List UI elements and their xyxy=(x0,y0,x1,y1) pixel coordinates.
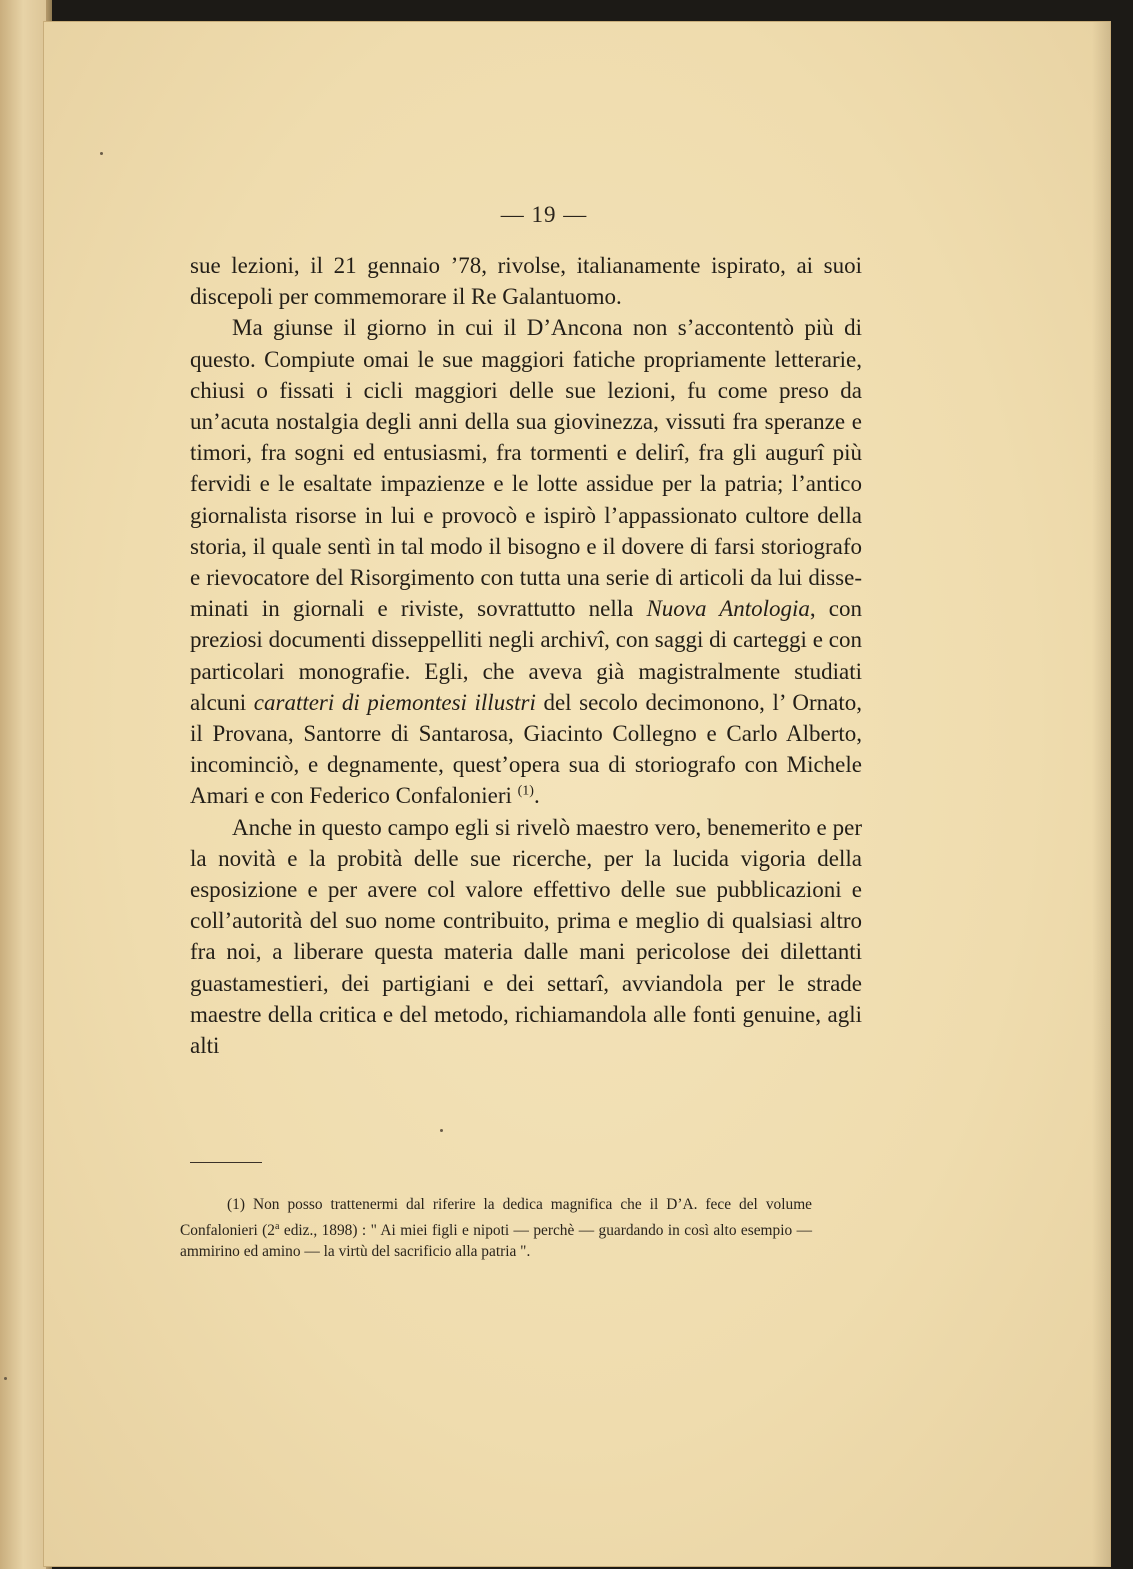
footnote-marker: (1) xyxy=(227,1196,245,1213)
paper-speck xyxy=(4,1377,7,1380)
paragraph xyxy=(190,312,862,811)
footnote-reference: (1) xyxy=(517,783,534,799)
footnote-divider xyxy=(190,1162,262,1163)
paragraph-text: Ma giunse il giorno in cui il D’Ancona non s’accontentò più di questo. Compiute omai le sue maggiori fatiche propriamente letterarie, chiusi o fissati i cicli maggiori delle sue lezioni, fu come preso da un’acuta nostalgia degli anni della sua giovinezza, vissuti fra speranze e timori, fra sogni ed entusiasmi, fra tormenti e delirî, fra gli augurî più fervidi e le esaltate impazienze e le lotte assidue per la patria; l’antico giornalista risorse in lui e provocò e ispirò l’appassionato cultore della storia, il quale sentì in tal modo il bisogno e il dovere di farsi storiografo e rievocatore del Risorgimento con tutta una serie di articoli da lui disseminati in giornali e riviste, sovrattutto nella xyxy=(190,315,862,622)
paragraph-text: sue lezioni, il 21 gennaio ’78, rivolse, italianamente ispirato, ai suoi discepoli per commemorare il Re Galantuomo. xyxy=(190,253,862,310)
footnote-text-after: ediz., 1898) : " Ai miei figli e nipoti — perchè — guardando in così alto esempio — ammirino ed amino — la virtù del sacrificio alla patria ". xyxy=(180,1221,812,1261)
paragraph-text: , con preziosi documenti disseppelliti negli archivî, con saggi di carteggi e con particolari monografie. Egli, che aveva già magistralmente studiati alcuni xyxy=(190,596,862,715)
footnote-text-before: Non posso trattenermi dal riferire la dedica magnifica che il D’A. fece del volume Confalonieri (2 xyxy=(180,1196,812,1239)
paper-speck xyxy=(100,152,103,155)
page-number: — 19 — xyxy=(500,202,588,227)
italic-title: Nuova Antologia xyxy=(646,596,810,622)
paragraph xyxy=(190,812,862,1062)
paragraph-text: Anche in questo campo egli si rivelò maestro vero, benemerito e per la novità e la probità delle sue ricerche, per la lucida vigoria della esposizione e per avere col valore effettivo delle sue pubblicazioni e coll’autorità del suo nome contribuito, prima e meglio di qualsiasi altro fra noi, a liberare questa materia dalle mani pericolose dei dilettanti guastamestieri, dei partigiani e dei settarî, avviandola per le strade maestre della critica e del metodo, richiamandola alle fonti genuine, agli alti xyxy=(190,814,862,1059)
paragraph xyxy=(190,250,862,312)
body-text xyxy=(190,250,862,1061)
paragraph-text: . xyxy=(533,783,540,809)
footnote xyxy=(180,1194,812,1263)
paragraph-text: del secolo decimonono, l’ Ornato, il Provana, Santorre di Santarosa, Giacinto Collegno e Carlo Alberto, incominciò, e degnamente, quest’opera sua di storiografo con Michele Amari e con Federico Confalonieri xyxy=(190,689,862,809)
paper-speck xyxy=(440,1129,443,1132)
footnote-superscript: a xyxy=(275,1220,280,1232)
book-page xyxy=(44,22,1110,1566)
italic-title: caratteri di piemontesi illustri xyxy=(253,689,536,715)
page-edge-shadow xyxy=(1092,22,1110,1566)
